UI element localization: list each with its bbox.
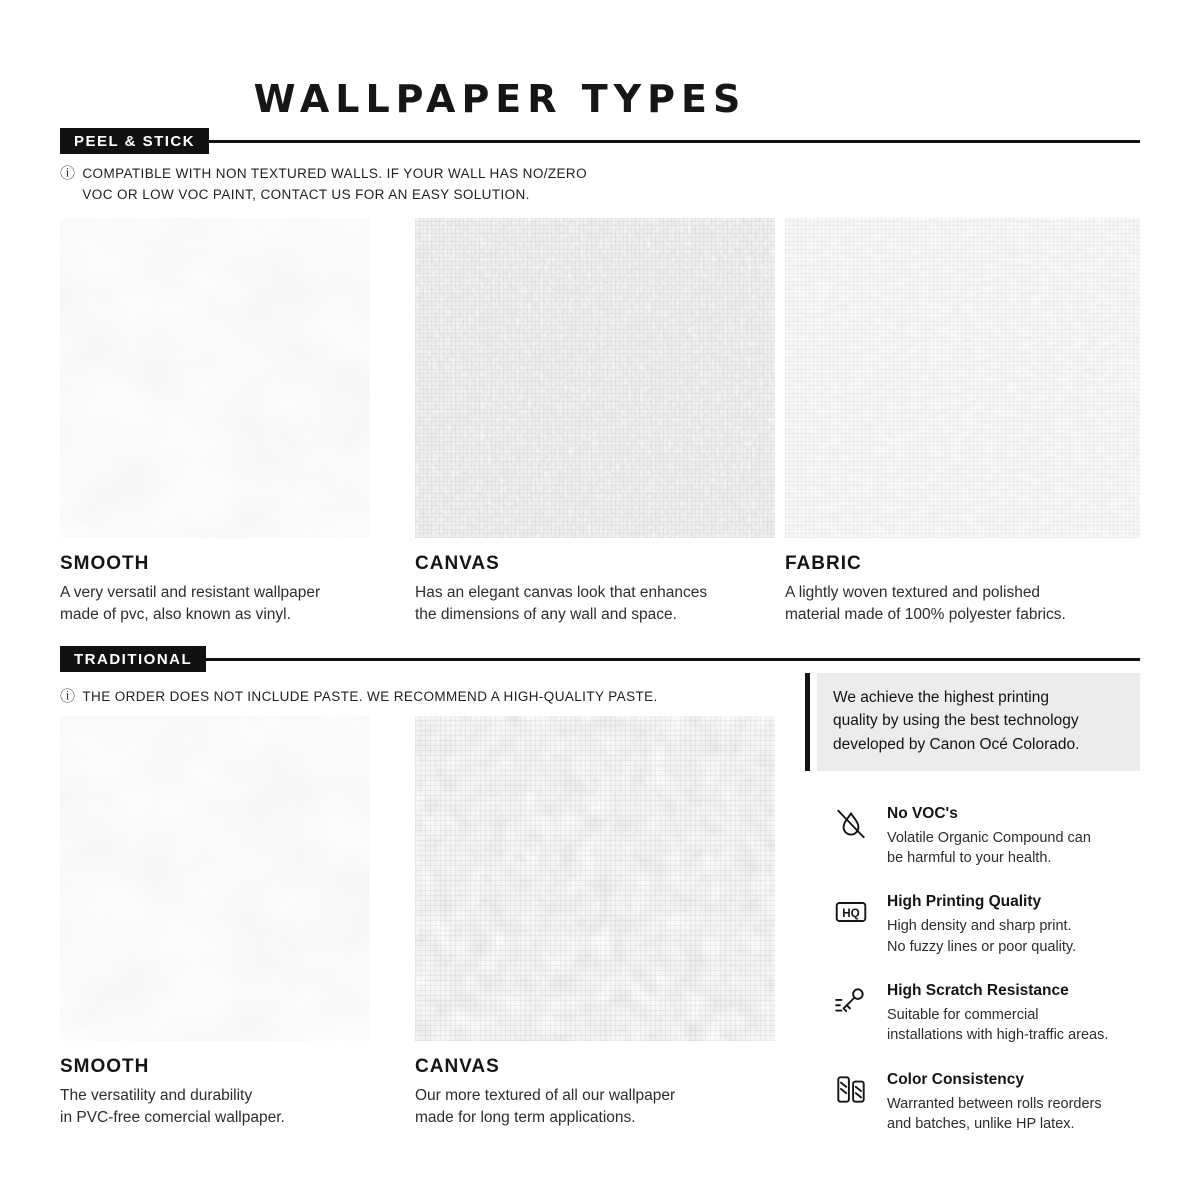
- card-description: The versatility and durability in PVC-free comercial wallpaper.: [60, 1087, 285, 1126]
- feature-color-consistency: [833, 1071, 1140, 1135]
- section-divider-line: [60, 658, 1140, 661]
- card-label: SMOOTH: [60, 553, 150, 574]
- feature-body: [887, 893, 1076, 957]
- svg-text:HQ: HQ: [842, 907, 860, 921]
- section-traditional-header: [60, 646, 1140, 674]
- feature-body: [887, 1071, 1102, 1135]
- traditional-badge: TRADITIONAL: [60, 646, 206, 672]
- card-peel-stick-fabric: [785, 218, 1140, 626]
- section-peel-stick-header: [60, 128, 1140, 156]
- card-traditional-smooth: [60, 716, 370, 1129]
- smooth-texture-image: [60, 716, 370, 1041]
- fabric-texture-image: [785, 218, 1140, 538]
- info-icon: ⓘ: [60, 165, 76, 182]
- card-description: A lightly woven textured and polished material made of 100% polyester fabrics.: [785, 584, 1066, 623]
- info-icon: ⓘ: [60, 688, 76, 705]
- card-description: Has an elegant canvas look that enhances the dimensions of any wall and space.: [415, 584, 708, 623]
- quote-accent-bar: [805, 673, 810, 771]
- smooth-texture-image: [60, 218, 370, 538]
- feature-body: [887, 805, 1091, 869]
- feature-title: No VOC's: [887, 804, 958, 822]
- peel-stick-note: [60, 164, 587, 206]
- card-traditional-canvas: [415, 716, 775, 1129]
- canvas-texture-image: [415, 218, 775, 538]
- card-description: Our more textured of all our wallpaper made for long term applications.: [415, 1087, 676, 1126]
- card-peel-stick-canvas: [415, 218, 775, 626]
- traditional-note: [60, 687, 658, 708]
- quote-text: We achieve the highest printing quality by using the best technology developed by Canon Océ Colorado.: [817, 673, 1140, 771]
- feature-title: High Scratch Resistance: [887, 981, 1069, 999]
- canvas-rough-texture-image: [415, 716, 775, 1041]
- feature-description: Warranted between rolls reorders and batches, unlike HP latex.: [887, 1095, 1102, 1132]
- feature-list: [805, 805, 1140, 1134]
- feature-description: Volatile Organic Compound can be harmful to your health.: [887, 829, 1091, 867]
- card-label: CANVAS: [415, 553, 500, 574]
- card-label: SMOOTH: [60, 1056, 150, 1077]
- page-title: WALLPAPER TYPES: [253, 77, 747, 122]
- feature-description: High density and sharp print. No fuzzy lines or poor quality.: [887, 918, 1077, 955]
- scratch-resistance-icon: [833, 982, 869, 1046]
- feature-no-voc: [833, 805, 1140, 869]
- feature-title: High Printing Quality: [887, 893, 1042, 911]
- card-description: A very versatil and resistant wallpaper made of pvc, also known as vinyl.: [60, 584, 321, 623]
- card-label: CANVAS: [415, 1056, 500, 1077]
- sidebar: [805, 673, 1140, 1159]
- traditional-note-text: THE ORDER DOES NOT INCLUDE PASTE. WE RECOMMEND A HIGH-QUALITY PASTE.: [82, 689, 658, 704]
- color-consistency-icon: [833, 1071, 869, 1135]
- feature-body: [887, 982, 1108, 1046]
- section-divider-line: [60, 140, 1140, 143]
- feature-high-printing-quality: [833, 893, 1140, 957]
- feature-title: Color Consistency: [887, 1070, 1024, 1088]
- card-peel-stick-smooth: [60, 218, 370, 626]
- feature-scratch-resistance: [833, 982, 1140, 1046]
- peel-stick-badge: PEEL & STICK: [60, 128, 209, 154]
- card-label: FABRIC: [785, 553, 862, 574]
- no-voc-icon: [833, 805, 869, 869]
- feature-description: Suitable for commercial installations with high-traffic areas.: [887, 1006, 1109, 1044]
- peel-stick-note-text: COMPATIBLE WITH NON TEXTURED WALLS. IF YOUR WALL HAS NO/ZERO VOC OR LOW VOC PAINT, CONTACT US FOR AN EASY SOLUTION.: [82, 166, 587, 202]
- hq-icon: [833, 893, 869, 957]
- printing-quality-quote: [805, 673, 1140, 771]
